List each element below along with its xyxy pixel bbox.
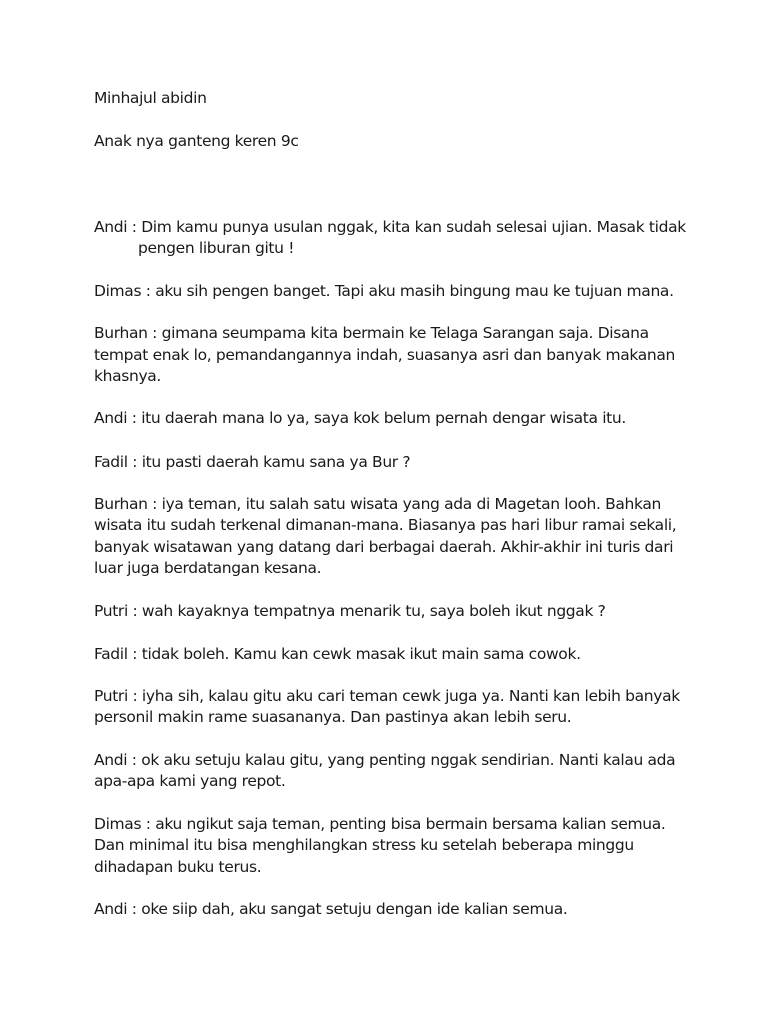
dialogue-burhan-1-line-3: khasnya.: [94, 367, 161, 385]
dialogue-putri-2-line-2: personil makin rame suasananya. Dan pastinya akan lebih seru.: [94, 708, 572, 726]
dialogue-andi-3-line-1: Andi : ok aku setuju kalau gitu, yang penting nggak sendirian. Nanti kalau ada: [94, 751, 676, 769]
dialogue-burhan-1-line-2: tempat enak lo, pemandangannya indah, suasanya asri dan banyak makanan: [94, 346, 675, 364]
dialogue-putri-1-line-1: Putri : wah kayaknya tempatnya menarik tu, saya boleh ikut nggak ?: [94, 602, 606, 620]
dialogue-burhan-2-line-4: luar juga berdatangan kesana.: [94, 559, 322, 577]
dialogue-burhan-2-line-1: Burhan : iya teman, itu salah satu wisata yang ada di Magetan looh. Bahkan: [94, 495, 661, 513]
author-line: Minhajul abidin: [94, 89, 207, 107]
dialogue-andi-3-line-2: apa-apa kami yang repot.: [94, 772, 286, 790]
dialogue-fadil-1-line-1: Fadil : itu pasti daerah kamu sana ya Bur ?: [94, 453, 411, 471]
dialogue-burhan-1-line-1: Burhan : gimana seumpama kita bermain ke Telaga Sarangan saja. Disana: [94, 324, 649, 342]
dialogue-burhan-2-line-2: wisata itu sudah terkenal dimanan-mana. Biasanya pas hari libur ramai sekali,: [94, 516, 677, 534]
dialogue-dimas-2-line-1: Dimas : aku ngikut saja teman, penting bisa bermain bersama kalian semua.: [94, 815, 666, 833]
dialogue-fadil-2-line-1: Fadil : tidak boleh. Kamu kan cewk masak ikut main sama cowok.: [94, 645, 581, 663]
dialogue-andi-4-line-1: Andi : oke siip dah, aku sangat setuju dengan ide kalian semua.: [94, 900, 568, 918]
dialogue-andi-1-line-1: Andi : Dim kamu punya usulan nggak, kita kan sudah selesai ujian. Masak tidak: [94, 218, 686, 236]
dialogue-dimas-2-line-2: Dan minimal itu bisa menghilangkan stress ku setelah beberapa minggu: [94, 836, 634, 854]
dialogue-putri-2-line-1: Putri : iyha sih, kalau gitu aku cari teman cewk juga ya. Nanti kan lebih banyak: [94, 687, 680, 705]
subtitle-line: Anak nya ganteng keren 9c: [94, 132, 299, 150]
dialogue-andi-1-line-2: pengen liburan gitu !: [138, 239, 295, 257]
dialogue-dimas-1-line-1: Dimas : aku sih pengen banget. Tapi aku masih bingung mau ke tujuan mana.: [94, 282, 674, 300]
dialogue-dimas-2-line-3: dihadapan buku terus.: [94, 858, 262, 876]
dialogue-burhan-2-line-3: banyak wisatawan yang datang dari berbagai daerah. Akhir-akhir ini turis dari: [94, 538, 674, 556]
dialogue-andi-2-line-1: Andi : itu daerah mana lo ya, saya kok belum pernah dengar wisata itu.: [94, 409, 626, 427]
